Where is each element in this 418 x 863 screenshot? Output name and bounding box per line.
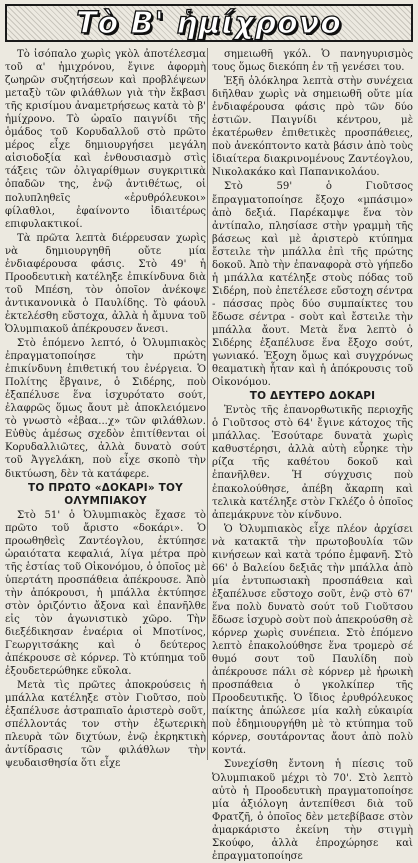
article-paragraph: Ἐξῆ ὁλόκληρα λεπτὰ στὴν συνέχεια διῆλθαν χωρὶς νὰ σημειωθῆ οὔτε μία ἐνδιαφέρουσα φάσις πρὸ τῶν δύο ἑστιῶν. Παιγνίδι κέντρου, μὲ ἑκατέρωθεν ἐπιθετικὲς προσπάθειες, ποὺ ἀνεκόπτοντο κατὰ βάσιν ἀπὸ τοὺς ἰδιαίτερα διακρινομένους Ζαντέογλου, Νικολακάκο καὶ Παπανικολάου. [212, 76, 413, 179]
article-columns [5, 48, 413, 862]
article-paragraph: σημειωθῆ γκόλ. Ὁ πανηγυρισμὸς τους ὅμως διεκόπη ἐν τῇ γενέσει του. [212, 49, 413, 74]
section-subheading: ΤΟ ΠΡΩΤΟ «ΔΟΚΑΡΙ» ΤΟΥ ΟΛΥΜΠΙΑΚΟΥ [28, 481, 183, 507]
article-paragraph: Ὁ Ὀλυμπιακὸς εἶχε πλέον ἀρχίσει νὰ κατακτᾶ τὴν πρωτοβουλία τῶν κινήσεων καὶ κατὰ τρόπο ἐμφανῆ. Στὸ 66' ὁ Βαλείου δεξιᾶς τὴν μπάλλα ἀπὸ μία ἐντυπωσιακὴ προσπάθεια καὶ ἐξαπέλυσε εὔστοχο σοῦτ, ἐνῷ στὸ 67' ἕνα πολὺ δυνατὸ σούτ τοῦ Γιοῦτσου ἔδωσε ἰσχυρὸ σοὺτ ποὺ ἀπεκρούσθη σὲ κόρνερ χωρὶς συνέπεια. Στὸ ἑπόμενο λεπτὸ ἐπακολούθησε ἕνα τρομερὸ σέ θυμό σουτ τοῦ Παυλίδη ποὺ ἀπέκρουσε πάλι σὲ κόρνερ μὲ ἡρωικὴ προσπάθεια ὁ γκολκίπερ τῆς Προοδευτικῆς. Ὁ ἴδιος ἐρυθρόλευκος παίκτης ἀπώλεσε μία καλὴ εὐκαιρία ποὺ ἐδημιουργήθη μὲ τὸ κτύπημα τοῦ κόρνερ, σουτάροντας ἄουτ ἀπὸ πολὺ κοντά. [212, 523, 413, 757]
article-paragraph: Τὸ ἰσόπαλο χωρὶς γκὸλ ἀποτέλεσμα τοῦ α' ἡμιχρόνου, ἔγινε ἀφορμὴ ζωηρῶν συζητήσεων καὶ προβλέψεων μεταξὺ τῶν φιλάθλων γιὰ τὴν ἔκβασι τῆς κρισίμου ἀναμετρήσεως κατὰ τὸ β' ἡμίχρονο. Τὸ ὡραῖο παιγνίδι τῆς ὁμάδος τοῦ Κορυδαλλοῦ στὸ πρῶτο μέρος εἶχε δημιουργήσει μεγάλη αἰσιοδοξία καὶ ἐνθουσιασμὸ στὶς τάξεις τῶν ὀλιγαρίθμων συγκριτικὰ ὀπαδῶν της, ἐνῷ ἀντιθέτως, οἱ πολυπληθεῖς «ἐρυθρόλευκοι» φίλαθλοι, ἐφαίνοντο ἰδιαιτέρως επιφυλακτικοί. [5, 49, 206, 230]
article-paragraph: Στὸ 51' ὁ Ὀλυμπιακὸς ἔχασε τὸ πρῶτο τοῦ ἄριστο «δοκάρι». Ὁ προωθηθεὶς Ζαντέογλου, ἐκτύπησε ὡραιότατα κεφαλιά, λίγα μέτρα πρὸ τῆς ἑστίας τοῦ Οἰκονόμου, ὁ ὁποῖος μὲ ὑπερτάτη προσπάθεια ἀπέκρουσε. Ἀπὸ τὴν ἀπόκρουσι, ἡ μπάλλα ἐκτύπησε στὸν ὁριζόντιο ἄξονα καὶ ἐπανῆλθε εἰς τὸν ἀγωνιστικὸ χῶρο. Τὴν διεξέδικησαν ἐναέρια οἱ Μποτίνος, Γεωργιτσάκης καὶ ὁ δεύτερος ἀπέκρουσε σὲ κόρνερ. Τὸ κτύπημα τοῦ ἐξουδετερώθηκε εὔκολα. [5, 509, 206, 678]
column-divider [207, 48, 208, 760]
headline: Τὸ Β' ἡμίχρονο [76, 5, 342, 41]
article-paragraph: Ἐντὸς τῆς ἐπανορθωτικῆς περιοχῆς ὁ Γιοῦτσος στὸ 64' ἔγινε κάτοχος τῆς μπάλλας. Ἐσούταρε δυνατὰ χωρὶς καθυστέρησι, ἀλλὰ αὐτὴ εὗρηκε τὴν ρίζα τῆς καθέτου δοκοῦ καὶ ἐπανῆλθεν. Ἡ σύγχυσις ποὺ ἐπακολούθησε, ἀπέβη ἄκαρπη καὶ τελικὰ κατέληξε στὸν Γκλέζο ὁ ὁποῖος ἀπεμάκρυνε τὸν κίνδυνο. [212, 405, 413, 521]
article-paragraph: Στὸ ἑπόμενο λεπτό, ὁ Ὀλυμπιακὸς ἐπραγματοποίησε τὴν πρώτη ἐπικίνδυνη ἐπιθετική του ἐνέργεια. Ὁ Πολίτης ἔβγαινε, ὁ Σιδέρης, ποὺ ἐξαπέλυσε ἕνα ἰσχυρότατο σούτ, ἐλαφρῶς ὅμως ἄουτ μὲ ἀποκλειόμενο τὸ γνωστὸ «ἐβαα...χ» τῶν φιλάθλων. Εὐθὺς ἀμέσως σχεδὸν ἐπιτίθενται οἱ Κορυδαλλιῶτες, ἀλλὰ δυνατὸ σούτ τοῦ Ἀγγελάκη, ποὺ εἶχε σκοπὸ τὴν δικτύωση, δὲν τὰ κατάφερε. [5, 338, 206, 480]
article-paragraph: Μετὰ τὶς πρῶτες ἀποκρούσεις ἡ μπάλλα κατέληξε στὸν Γιοῦτσο, ποὺ ἐξαπέλυσε ἀστραπιαῖο ἀριστερὸ σοῦτ, σπέλλοντάς τον στὴν ἐξωτερικὴ πλευρὰ τῶν διχτύων, ἐνῷ ἐκρηκτικὴ ἀντίδρασις τῶν φιλάθλων τὴν ψευδαισθησία ὅτι εἶχε [5, 680, 206, 770]
right-column [212, 48, 413, 862]
left-column [5, 48, 206, 770]
article-paragraph: Τὰ πρῶτα λεπτὰ διέρρευσαν χωρὶς νὰ δημιουργηθῆ οὔτε μία ἐνδιαφέρουσα φάσις. Στὸ 49' ἡ Προοδευτικὴ κατέληξε ἐπικίνδυνα διὰ τοῦ Μπέση, τὸν ὁποῖον ἀνέκοψε ἀντικανονικὰ ὁ Παυλίδης. Τὸ φάουλ ἐκτελέσθη εὔστοχα, ἀλλὰ ἡ ἄμυνα τοῦ Ὀλυμπιακοῦ ἀπέκρουσεν ἄνεσι. [5, 232, 206, 335]
article-paragraph: Συνεχίσθη ἔντονη ἡ πίεσις τοῦ Ὀλυμπιακοῦ μέχρι τὸ 70'. Στὸ λεπτὸ αὐτὸ ἡ Προοδευτικὴ πραγματοποίησε μία ἀξιόλογη ἀντεπίθεσι διὰ τοῦ Φρατζῆ, ὁ ὁποῖος δὲν μετεβίβασε στὸν ἀμαρκάριστο ἐκείνη τὴν στιγμὴ Σκούφο, ἀλλὰ ἐπροχώρησε καὶ ἐπραγματοποίησε [212, 759, 413, 862]
article-paragraph: Στὸ 59' ὁ Γιοῦτσος ἔπραγματοποίησε ἔξοχο «μπάσιμο» ἀπὸ δεξιά. Παρέκαμψε ἕνα τὸν ἀντίπαλο, πλησίασε στὴν γραμμὴ τῆς βάσεως καὶ μὲ ἀριστερὸ κτύπημα ἔστειλε τὴν μπάλλα ἐπὶ τῆς πρώτης δοκοῦ. Ἀπὸ τὴν ἐπαναφορὰ στὸ γήπεδο ἡ μπάλλα κατέληξε στοὺς πόδας τοῦ Σιδέρη, ποὺ ἐπετέλεσε εὔστοχη σέντρα - πάσσας πρὸς δύο συμπαίκτες του ἔδωσε σέντρα - σοὺτ καὶ ἔστειλε τὴν μπάλλα ἄουτ. Μετὰ ἕνα λεπτὸ ὁ Σιδέρης ἐξαπέλυσε ἕνα ἔξοχο σούτ, γωνιακό. Ἐξοχη ὅμως καὶ συγχρόνως θεαματικὴ ἦταν καὶ ἡ ἀπόκρουσις τοῦ Οἰκονόμου. [212, 181, 413, 389]
headline-banner [5, 4, 413, 42]
section-subheading: ΤΟ ΔΕΥΤΕΡΟ ΔΟΚΑΡΙ [249, 390, 376, 403]
